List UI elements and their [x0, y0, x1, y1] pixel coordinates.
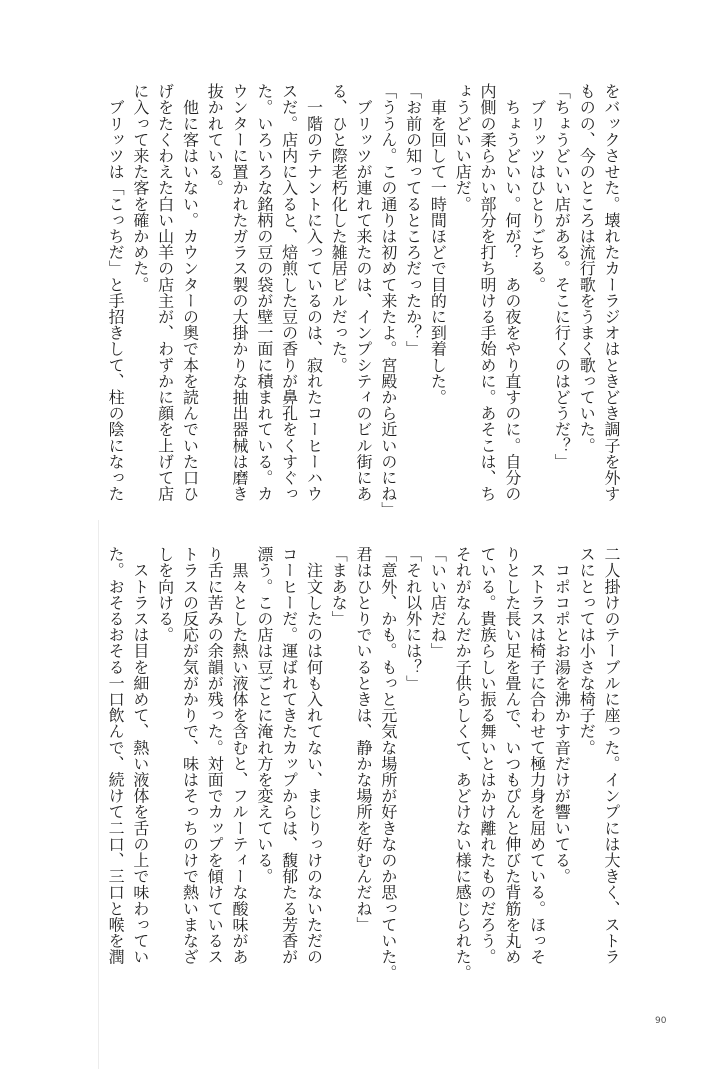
text-column: 黒々とした熱い液体を含むと、フルーティーな酸味があ — [230, 546, 250, 965]
text-column: ブリッツは「こっちだ」と手招きして、柱の陰になった — [106, 83, 126, 502]
text-column: それがなんだか子供らしくて、あどけない様に感じられた。 — [453, 546, 473, 981]
text-column: ている。貴族らしい振る舞いとはかけ離れたものだろう。 — [478, 546, 498, 965]
text-column: ちょうどいい。何が？ あの夜をやり直すのに。自分の — [502, 83, 522, 502]
text-column: コーヒーだ。運ばれてきたカップからは、馥郁たる芳香が — [279, 546, 299, 965]
text-column: スだ。店内に入ると、焙煎した豆の香りが鼻孔をくすぐっ — [279, 83, 299, 502]
text-column: 「それ以外には？」 — [403, 546, 423, 691]
page-number: 90 — [655, 1016, 667, 1026]
text-column: に入って来た客を確かめた。 — [130, 83, 150, 293]
text-column: 抜かれている。 — [205, 83, 225, 196]
text-column: た。いろいろな銘柄の豆の袋が壁一面に積まれている。カ — [254, 83, 274, 502]
text-column: 「意外、かも。もっと元気な場所が好きなのか思っていた。 — [378, 546, 398, 981]
text-column: 「お前の知ってるところだったか？」 — [403, 83, 423, 357]
text-column: しを向ける。 — [155, 546, 175, 643]
text-column: 車を回して一時間ほどで目的に到着した。 — [428, 83, 448, 405]
text-column: ウンターに置かれたガラス製の大掛かりな抽出器械は磨き — [230, 83, 250, 502]
text-column: 一階のテナントに入っているのは、寂れたコーヒーハウ — [304, 83, 324, 502]
text-column: トラスの反応が気がかりで、味はそっちのけで熱いまなざ — [180, 546, 200, 965]
upper-text-tier — [102, 83, 623, 518]
scan-artifact-line — [98, 520, 99, 1069]
text-column: スにとっては小さな椅子だ。 — [577, 546, 597, 756]
text-column: る、ひと際老朽化した雑居ビルだった。 — [329, 83, 349, 373]
text-column: りとした長い足を畳んで、いつもぴんと伸びた背筋を丸め — [502, 546, 522, 965]
text-column: 注文したのは何も入れてない、まじりっけのないただの — [304, 546, 324, 965]
text-column: ものの、今のところは流行歌をうまく歌っていた。 — [577, 83, 597, 454]
text-column: ストラスは目を細めて、熱い液体を舌の上で味わってい — [130, 546, 150, 965]
text-column: ストラスは椅子に合わせて極力身を屈めている。ほっそ — [527, 546, 547, 965]
text-column: 「ううん。この通りは初めて来たよ。宮殿から近いのにね」 — [378, 83, 398, 518]
text-column: コポコポとお湯を沸かす音だけが響いてる。 — [552, 546, 572, 885]
text-column: 君はひとりでいるときは、静かな場所を好むんだね」 — [354, 546, 374, 933]
text-column: ブリッツが連れて来たのは、インプシティのビル街にあ — [354, 83, 374, 502]
text-column: ょうどいい店だ。 — [453, 83, 473, 212]
text-column: げをたくわえた白い山羊の店主が、わずかに顔を上げて店 — [155, 83, 175, 502]
text-column: ブリッツはひとりごちる。 — [527, 83, 547, 293]
text-column: 「まあな」 — [329, 546, 349, 627]
text-column: り舌に苦みの余韻が残った。対面でカップを傾けているス — [205, 546, 225, 965]
text-column: をバックさせた。壊れたカーラジオはときどき調子を外す — [602, 83, 621, 502]
lower-text-tier — [102, 546, 623, 981]
text-column: 他に客はいない。カウンターの奥で本を読んでいた口ひ — [180, 83, 200, 502]
text-column: 「ちょうどいい店がある。そこに行くのはどうだ？」 — [552, 83, 572, 470]
text-column: た。おそるおそる一口飲んで、続けて二口、三口と喉を潤 — [106, 546, 126, 965]
text-column: 漂う。この店は豆ごとに淹れ方を変えている。 — [254, 546, 274, 885]
text-column: 二人掛けのテーブルに座った。インプには大きく、ストラ — [602, 546, 621, 965]
text-column: 内側の柔らかい部分を打ち明ける手始めに。あそこは、ち — [478, 83, 498, 502]
text-column: 「いい店だね」 — [428, 546, 448, 659]
